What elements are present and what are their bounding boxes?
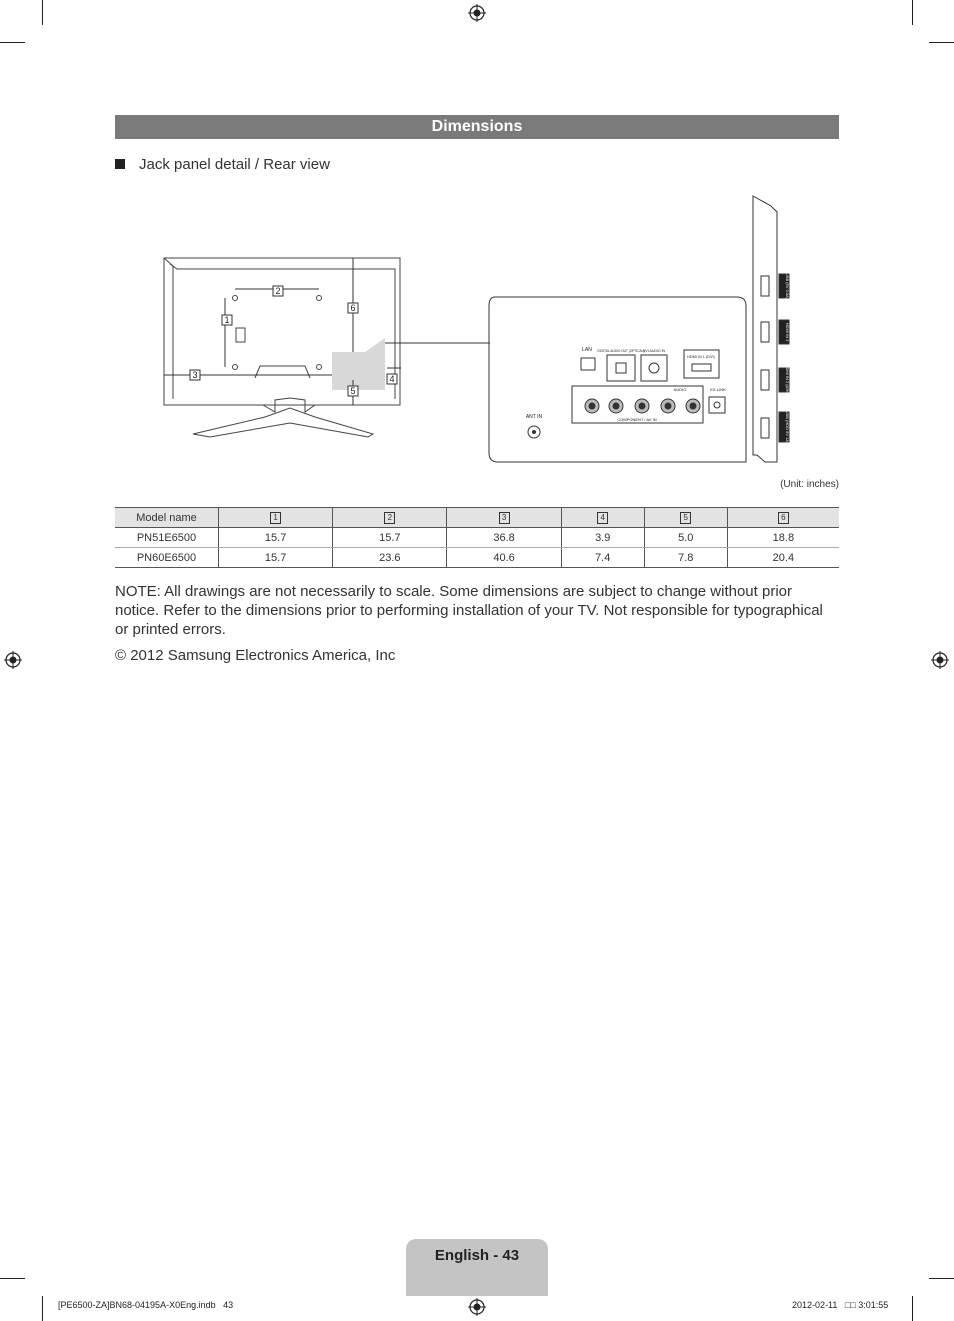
side-hdmi2-label: HDMI IN 2 (ARC)	[785, 364, 790, 396]
side-usb2-label: USB (HDD 5V 1A)	[785, 410, 790, 444]
side-panel	[753, 196, 789, 462]
crop-mark	[912, 0, 913, 25]
section-title: Dimensions	[115, 115, 839, 139]
footer-file-slug: [PE6500-ZA]BN68-04195A-X0Eng.indb 43	[58, 1300, 234, 1310]
table-header-row	[115, 508, 839, 528]
registration-mark-icon	[468, 1298, 486, 1316]
crop-mark	[0, 1278, 25, 1279]
tv-rear-view	[164, 258, 400, 437]
crop-mark	[912, 1296, 913, 1321]
table-cell: 15.7	[333, 528, 447, 548]
table-cell: 3.9	[561, 528, 644, 548]
note-label: NOTE	[115, 583, 157, 600]
table-cell: 36.8	[447, 528, 561, 548]
header-callout-4: 4	[597, 512, 608, 524]
table-cell: 23.6	[333, 548, 447, 568]
lan-label: LAN	[582, 347, 592, 353]
table-cell: PN51E6500	[115, 528, 219, 548]
dvi-audio-in-label: DVI AUDIO IN	[642, 349, 666, 353]
registration-mark-icon	[4, 651, 22, 669]
table-cell: 20.4	[727, 548, 839, 568]
dimensions-table	[115, 507, 839, 568]
header-cell	[219, 508, 333, 528]
crop-mark	[929, 42, 954, 43]
audio-label: AUDIO	[673, 387, 687, 392]
dimension-lines	[164, 258, 490, 405]
subheading-text: Jack panel detail / Rear view	[139, 156, 330, 173]
header-cell	[644, 508, 727, 528]
unit-note: (Unit: inches)	[780, 479, 839, 490]
copyright: © 2012 Samsung Electronics America, Inc	[115, 647, 396, 664]
bullet-square-icon	[115, 159, 125, 169]
crop-mark	[929, 1278, 954, 1279]
header-cell	[333, 508, 447, 528]
header-callout-2: 2	[384, 512, 395, 524]
page-number: English - 43	[406, 1239, 548, 1296]
header-callout-3: 3	[499, 512, 510, 524]
header-cell	[561, 508, 644, 528]
registration-mark-icon	[468, 4, 486, 22]
table-cell: PN60E6500	[115, 548, 219, 568]
table-cell: 7.8	[644, 548, 727, 568]
side-panel-labels	[785, 273, 790, 444]
hdmi1-label: HDMI IN 1 (DVI)	[687, 355, 715, 359]
callout-6: 6	[350, 303, 356, 313]
header-cell	[447, 508, 561, 528]
table-cell: 15.7	[219, 548, 333, 568]
table-cell: 40.6	[447, 548, 561, 568]
table-cell: 15.7	[219, 528, 333, 548]
table-row	[115, 548, 839, 568]
component-av-label: COMPONENT / AV IN	[617, 417, 657, 422]
callout-5: 5	[350, 386, 356, 396]
side-usb1-label: USB (5V 0.5A)	[785, 272, 790, 300]
callout-4: 4	[389, 374, 395, 384]
table-cell: 7.4	[561, 548, 644, 568]
table-cell: 18.8	[727, 528, 839, 548]
jack-panel-diagram	[115, 190, 839, 480]
header-callout-1: 1	[270, 512, 281, 524]
crop-mark	[42, 1296, 43, 1321]
header-model-name: Model name	[115, 508, 219, 528]
note-text: : All drawings are not necessarily to scale. Some dimensions are subject to change without prior notice. Refer to the dimensions prior to performing installation of your TV. Not responsible for typographical or printed errors.	[115, 583, 823, 638]
callout-3: 3	[192, 370, 198, 380]
subheading	[115, 156, 330, 173]
registration-mark-icon	[931, 651, 949, 669]
ant-in-label: ANT IN	[525, 414, 543, 420]
exlink-label: EX-LINK	[710, 387, 726, 392]
header-callout-5: 5	[680, 512, 691, 524]
callout-1: 1	[224, 315, 230, 325]
crop-mark	[42, 0, 43, 25]
note-paragraph	[115, 582, 839, 639]
callout-2: 2	[275, 286, 281, 296]
table-cell: 5.0	[644, 528, 727, 548]
footer-timestamp: 2012-02-11 □□ 3:01:55	[792, 1300, 889, 1310]
table-row	[115, 528, 839, 548]
header-cell	[727, 508, 839, 528]
side-hdmi3-label: HDMI IN 3	[785, 322, 790, 342]
crop-mark	[0, 42, 25, 43]
header-callout-6: 6	[778, 512, 789, 524]
jack-panel-detail	[489, 297, 746, 462]
digital-audio-out-label: DIGITAL AUDIO OUT (OPTICAL)	[597, 349, 645, 353]
